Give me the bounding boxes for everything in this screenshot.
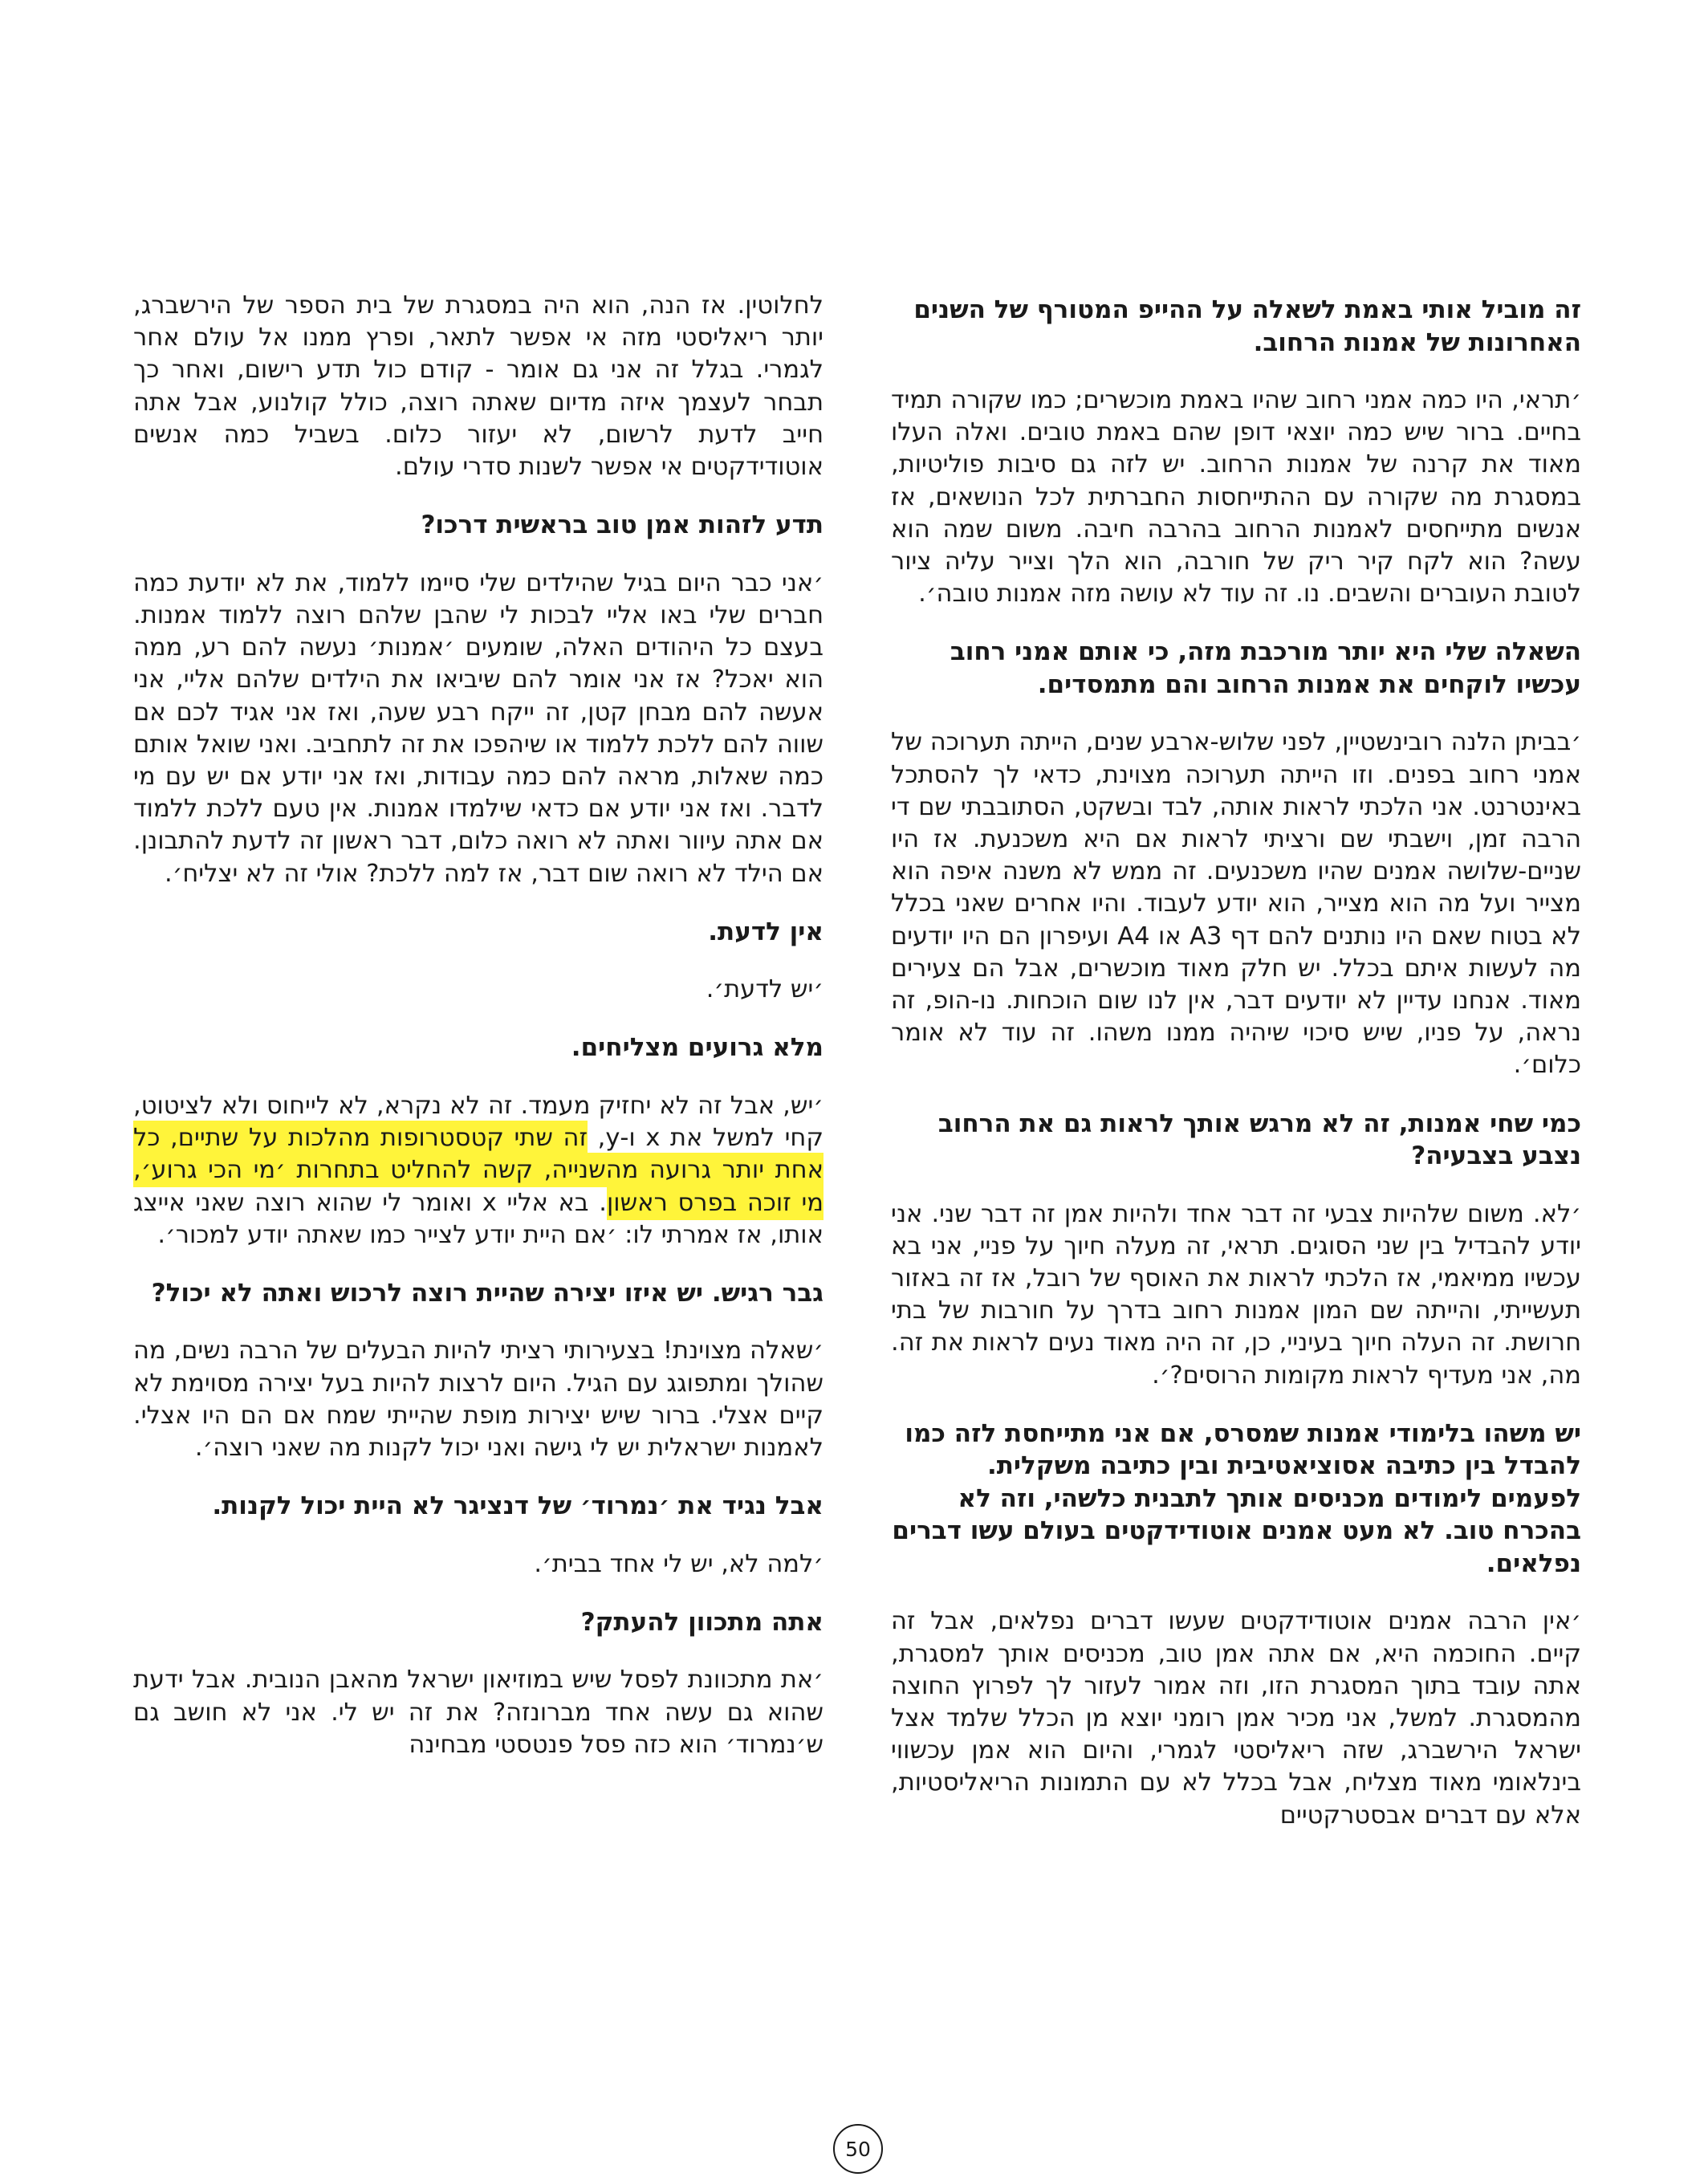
continued-paragraph: לחלוטין. אז הנה, הוא היה במסגרת של בית הספר של הירשברג, יותר ריאליסטי מזה אי אפשר לתאר, ופרץ ממנו אל עולם אחר לגמרי. בגלל זה אני גם אומר - קודם כול תדע רישום, ואחר כך תבחר לעצמך איזה מדיום שאתה רוצה, כולל קולנוע, אבל אתה חייב לדעת לרשום, לא יעזור כלום. בשביל כמה אנשים אוטודידקטים אי אפשר לשנות סדרי עולם. <box>133 291 824 482</box>
answer-paragraph: ׳יש לדעת׳. <box>706 975 824 1004</box>
page-number: 50 <box>833 2124 883 2174</box>
answer-paragraph: ׳תראי, היו כמה אמני רחוב שהיו באמת מוכשרים; כמו שקורה תמיד בחיים. ברור שיש כמה יוצאי דופן שהם באמת טובים. ואלה העלו מאוד את קרנה של אמנות הרחוב. יש לזה גם סיבות פוליטיות, במסגרת מה שקורה עם ההתייחסות החברתית לכל הנושאים, אז אנשים מתייחסים לאמנות הרחוב בהרבה חיבה. משום שמה הוא עשה? הוא לקח קיר ריק של חורבה, הוא הלך וצייר עליה ציור לטובת העוברים והשבים. נו. זה עוד לא עושה מזה אמנות טובה׳. <box>891 386 1581 608</box>
right-column <box>891 294 1581 1858</box>
question-heading: אין לדעת. <box>708 917 824 946</box>
answer-paragraph-highlighted <box>133 1090 824 1251</box>
answer-paragraph: ׳בביתן הלנה רובינשטיין, לפני שלוש-ארבע שנים, הייתה תערוכה של אמני רחוב בפנים. וזו הייתה תערוכה מצוינת, כדאי לך להסתכל באינטרנט. אני הלכתי לראות אותה, לבד ובשקט, הסתובבתי שם די הרבה זמן, וישבתי שם ורציתי לראות אם היא משכנעת. אז היו שניים-שלושה אמנים שהיו משכנעים. זה ממש לא משנה איפה הוא מצייר ועל מה הוא מצייר, הוא יודע לעבוד. והיו אחרים שאני בכלל לא בטוח שאם היו נותנים להם דף A3 או A4 ועיפרון הם היו יודעים מה לעשות איתם בכלל. יש חלק מאוד מוכשרים, אבל הם צעירים מאוד. אנחנו עדיין לא יודעים דבר, אין לנו שום הוכחות. נו-הופ, זה נראה, על פניו, שיש סיכוי שיהיה ממנו משהו. זה עוד לא אומר כלום׳. <box>891 728 1581 1080</box>
answer-paragraph: ׳שאלה מצוינת! בצעירותי רציתי להיות הבעלים של הרבה נשים, מה שהולך ומתפוגג עם הגיל. היום לרצות להיות בעל יצירה מסוימת לא קיים אצלי. ברור שיש יצירות מופת שהייתי שמח אם הם היו אצלי. לאמנות ישראלית יש לי גישה ואני יכול לקנות מה שאני רוצה׳. <box>133 1337 824 1463</box>
answer-paragraph: ׳למה לא, יש לי אחד בבית׳. <box>534 1549 824 1578</box>
question-heading: מלא גרועים מצליחים. <box>571 1033 824 1063</box>
highlighted-text: זה שתי קטסטרופות מהלכות על שתיים, כל אחת יותר גרועה מהשנייה, קשה להחליט בתחרות ׳מי הכי גרוע׳, מי זוכה בפרס ראשון <box>133 1121 824 1219</box>
question-heading: השאלה שלי היא יותר מורכבת מזה, כי אותם אמני רחוב עכשיו לוקחים את אמנות הרחוב והם מתמסדים. <box>950 637 1581 699</box>
question-heading: אתה מתכוון להעתק? <box>580 1607 824 1637</box>
answer-text-start: ׳יש, אבל זה לא יחזיק מעמד. זה לא נקרא, לא לייחוס ולא לציטוט, קחי למשל את x ו-y, <box>133 1091 824 1153</box>
question-heading: אבל נגיד את ׳נמרוד׳ של דנציגר לא היית יכול לקנות. <box>212 1491 824 1521</box>
answer-paragraph: ׳את מתכוונת לפסל שיש במוזיאון ישראל מהאבן הנובית. אבל ידעת שהוא גם עשה אחד מברונזה? את זה יש לי. אני לא חושב גם ש׳נמרוד׳ הוא כזה פסל פנטסטי מבחינה <box>133 1666 824 1759</box>
question-heading: כמי שחי אמנות, זה לא מרגש אותך לראות גם את הרחוב נצבע בצבעיה? <box>937 1109 1581 1171</box>
question-heading: גבר רגיש. יש איזו יצירה שהיית רוצה לרכוש ואתה לא יכול? <box>151 1278 824 1308</box>
answer-paragraph: ׳אני כבר היום בגיל שהילדים שלי סיימו ללמוד, את לא יודעת כמה חברים שלי באו אליי לבכות לי שהבן שלהם רוצה ללמוד אמנות. בעצם כל היהודים האלה, שומעים ׳אמנות׳ נעשה להם רע, ממה הוא יאכל? אז אני אומר להם שיביאו את הילדים שלהם אליי, אני אעשה להם מבחן קטן, זה ייקח רבע שעה, ואז אני אגיד לכם אם שווה להם ללכת ללמוד או שיהפכו את זה לתחביב. ואני שואל אותם כמה שאלות, מראה להם כמה עבודות, ואז אני יודע אם יש עם מי לדבר. ואז אני יודע אם כדאי שילמדו אמנות. אין טעם ללכת ללמוד אם אתה עיוור ואתה לא רואה כלום, דבר ראשון זה לדעת להתבונן. אם הילד לא רואה שום דבר, אז למה ללכת? אולי זה לא יצליח׳. <box>133 568 824 888</box>
question-heading: זה מוביל אותי באמת לשאלה על ההייפ המטורף של השנים האחרונות של אמנות הרחוב. <box>913 295 1581 357</box>
answer-text-end: . בא אליי x ואומר לי שהוא רוצה שאני אייצג אותו, אז אמרתי לו: ׳אם היית יודע לצייר כמו שאתה יודע למכור׳. <box>133 1188 824 1249</box>
left-column <box>133 290 824 1787</box>
answer-paragraph: ׳אין הרבה אמנים אוטודידקטים שעשו דברים נפלאים, אבל זה קיים. החוכמה היא, אם אתה אמן טוב, מכניסים אותך למסגרת, אתה עובד בתוך המסגרת הזו, וזה אמור לעזור לך לפרוץ החוצה מהמסגרת. למשל, אני מכיר אמן רומני יוצא מן הכלל שלמד אצל ישראל הירשברג, שזה ריאליסטי לגמרי, והיום הוא אמן עכשווי בינלאומי מאוד מצליח, אבל בכלל לא עם התמונות הריאליסטיות, אלא עם דברים אבסטרקטיים <box>891 1607 1581 1829</box>
question-heading: תדע לזהות אמן טוב בראשית דרכו? <box>421 511 824 540</box>
answer-paragraph: ׳לא. משום שלהיות צבעי זה דבר אחד ולהיות אמן זה דבר שני. אני יודע להבדיל בין שני הסוגים. תראי, זה מעלה חיוך על פניי, אני בא עכשיו ממיאמי, אז הלכתי לראות את האוסף של רובל, אז זה באזור תעשייתי, והייתה שם המון אמנות רחוב בדרך על חורבות של בתי חרושת. זה העלה חיוך בעיניי, כן, זה היה מאוד נעים לראות את זה. מה, אני מעדיף לראות מקומות הרוסים?׳. <box>891 1199 1581 1390</box>
question-heading: יש משהו בלימודי אמנות שמסרס, אם אני מתייחסת לזה כמו להבדל בין כתיבה אסוציאטיבית ובין כתיבה משקלית. לפעמים לימודים מכניסים אותך לתבנית כלשהי, וזה לא בהכרח טוב. לא מעט אמנים אוטודידקטים בעולם עשו דברים נפלאים. <box>892 1418 1581 1578</box>
